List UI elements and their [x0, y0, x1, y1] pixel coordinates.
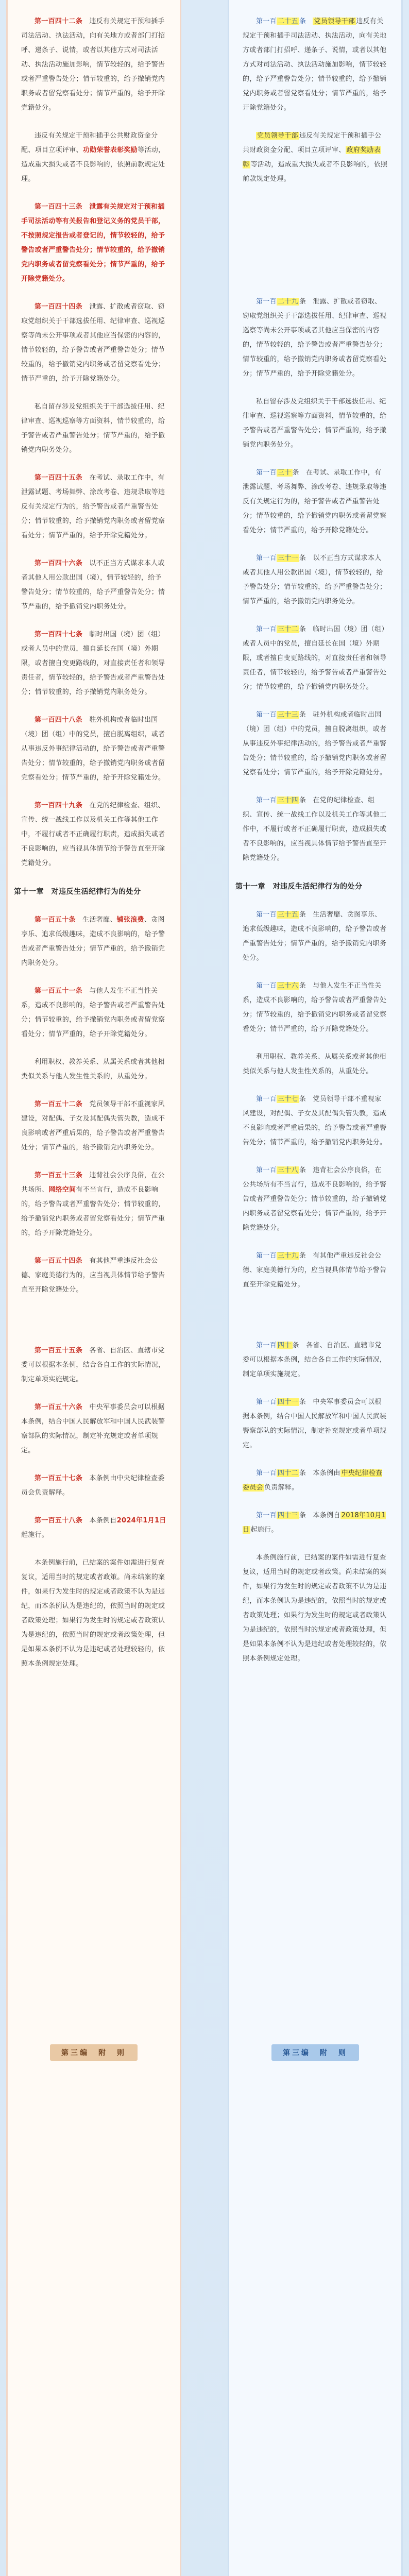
article-156: 第一百五十六条 中央军事委员会可以根据本条例，结合中国人民解放军和中国人民武装警察部队的实际情况，制定补充规定或者单项规定。	[21, 1403, 165, 1454]
article-140: 第一百 四十 条 各省、自治区、直辖市党委可以根据本条例，结合各自工作的实际情况，制定单项实施规定。	[243, 1342, 387, 1378]
right-column	[228, 0, 403, 2576]
article-144: 第一百四十四条 泄露、扩散或者窃取、窃取党组织关于干部选拔任用、纪律审查、巡视巡察等尚未公开事项或者其他应当保密的内容的，情节较轻的，给予警告或者严重警告处分；情节较重的，给予撤销党内职务或者留党察看处分；情节严重的，给予开除党籍处分。	[21, 303, 165, 383]
article-142-paragraph-2: 违反有关规定干预和插手公共财政资金分配、项目立项评审、功勋荣誉表彰奖励等活动，造成重大损失或者不良影响的，依照前款规定处理。	[21, 132, 165, 183]
article-158-paragraph-2: 本条例施行前，已结案的案件如需进行复查复议，适用当时的规定或者政策。尚未结案的案件，如果行为发生时的规定或者政策不认为是违纪，而本条例认为是违纪的，依照当时的规定或者政策处理；如果行为发生时的规定或者政策认为是违纪的，依照当时的规定或者政策处理，但是如果本条例不认为是违纪或者处理较轻的，依照本条例规定处理。	[21, 1559, 165, 1668]
article-number: 第一百四十二条	[35, 18, 83, 25]
article-137: 第一百 三十七 条 党员领导干部不重视家风建设，对配偶、子女及其配偶失管失教，造成不良影响或者严重后果的，给予警告或者严重警告处分；情节严重的，给予撤销党内职务处分。	[243, 1095, 387, 1146]
chapter-title: 第十一章 对违反生活纪律行为的处分	[235, 883, 363, 891]
highlight-text: 功勋荣誉表彰奖励	[82, 146, 138, 154]
article-136-paragraph-2: 利用职权、教养关系、从属关系或者其他相类似关系与他人发生性关系的，从重处分。	[243, 1053, 386, 1075]
article-144-paragraph-2: 私自留存涉及党组织关于干部选拔任用、纪律审查、巡视巡察等方面资料，情节较重的，给予警告或者严重警告处分；情节严重的，给予撤销党内职务处分。	[21, 403, 165, 454]
article-141: 第一百 四十一 条 中央军事委员会可以根据本条例，结合中国人民解放军和中国人民武装警察部队的实际情况，制定补充规定或者单项规定。	[243, 1398, 387, 1449]
article-150: 第一百五十条 生活奢靡、铺张浪费、贪图享乐、追求低级趣味，造成不良影响的，给予警告或者严重警告处分；情节严重的，给予撤销党内职务处分。	[21, 916, 165, 967]
article-143-old: 第一百 四十三 条 本条例自 2018年10月1日 起施行。	[243, 1512, 386, 1534]
article-146: 第一百四十六条 以不正当方式谋求本人或者其他人用公款出国（境），情节较轻的，给予警告处分；情节较重的，给予严重警告处分；情节严重的，给予撤销党内职务处分。	[21, 560, 165, 611]
article-125: 第一百 二十五 条 党员领导干部 违反有关规定干预和插手司法活动、执法活动，向有关地方或者部门打招呼、递条子、说情，或者以其他方式对司法活动、执法活动施加影响，情节较轻的，给予严重警告处分；情节较重的，给予撤销党内职务或者留党察看处分；情节严重的，给予开除党籍处分。	[243, 18, 387, 112]
article-154: 第一百五十四条 有其他严重违反社会公德、家庭美德行为的，应当视具体情节给予警告直至开除党籍处分。	[21, 1257, 165, 1294]
article-147: 第一百四十七条 临时出国（境）团（组）或者人员中的党员，擅自延长在国（境）外期限，或者擅自变更路线的，对直接责任者和领导责任者，情节较轻的，给予警告或者严重警告处分；情节较重的，给予撤销党内职务处分。	[21, 631, 165, 696]
article-136: 第一百 三十六 条 与他人发生不正当性关系，造成不良影响的，给予警告或者严重警告处分；情节较重的，给予撤销党内职务或者留党察看处分；情节严重的，给予开除党籍处分。	[243, 982, 387, 1033]
article-138: 第一百 三十八 条 违背社会公序良俗，在公共场所有不当言行，造成不良影响的，给予警告或者严重警告处分；情节较重的，给予撤销党内职务或者留党察看处分；情节严重的，给予开除党籍处分。	[243, 1166, 387, 1232]
article-129: 第一百 二十九 条 泄露、扩散或者窃取、窃取党组织关于干部选拔任用、纪律审查、巡视巡察等尚未公开事项或者其他应当保密的内容的，情节较轻的，给予警告或者严重警告处分；情节较重的，给予撤销党内职务或者留党察看处分；情节严重的，给予开除党籍处分。	[243, 298, 387, 378]
left-column	[6, 0, 181, 2576]
article-134: 第一百 三十四 条 在党的纪律检查、组织、宣传、统一战线工作以及机关工作等其他工作中，不履行或者不正确履行职责，造成损失或者不良影响的，应当视具体情节给予警告直至开除党籍处分。	[243, 796, 387, 862]
article-131: 第一百 三十一 条 以不正当方式谋求本人或者其他人用公款出国（境），情节较轻的，给予警告处分；情节较重的，给予严重警告处分；情节严重的，给予撤销党内职务处分。	[243, 554, 387, 605]
fuze-spacer	[21, 1311, 166, 1344]
article-158: 第一百五十八条 本条例自2024年1月1日起施行。	[21, 1517, 166, 1539]
article-143-paragraph-2: 本条例施行前，已结案的案件如需进行复查复议，适用当时的规定或者政策。尚未结案的案件，如果行为发生时的规定或者政策不认为是违纪，而本条例认为是违纪的，依照当时的规定或者政策处理；如果行为发生时的规定或者政策认为是违纪的，依照当时的规定或者政策处理，但是如果本条例不认为是违纪或者处理较轻的，依照本条例规定处理。	[243, 1554, 387, 1663]
article-145: 第一百四十五条 在考试、录取工作中，有泄露试题、考场舞弊、涂改考卷、违规录取等违反有关规定行为的，给予警告或者严重警告处分；情节较重的，给予撤销党内职务或者留党察看处分；情节严重的，给予开除党籍处分。	[21, 474, 165, 539]
article-151-paragraph-2: 利用职权、教养关系、从属关系或者其他相类似关系与他人发生性关系的，从重处分。	[21, 1058, 165, 1080]
article-151: 第一百五十一条 与他人发生不正当性关系，造成不良影响的，给予警告或者严重警告处分；情节较重的，给予撤销党内职务或者留党察看处分；情节严重的，给予开除党籍处分。	[21, 987, 165, 1038]
article-152: 第一百五十二条 党员领导干部不重视家风建设，对配偶、子女及其配偶失管失教，造成不良影响或者严重后果的，给予警告或者严重警告处分；情节严重的，给予撤销党内职务处分。	[21, 1100, 165, 1151]
article-143: 第一百四十三条 泄露有关规定对于预和插手司法活动等有关报告和登记义务的党员干部，不按照规定报告或者登记的，情节较轻的，给予警告或者严重警告处分；情节较重的，给予撤销党内职务或者留党察看处分；情节严重的，给予开除党籍处分。	[21, 203, 165, 283]
article-135: 第一百 三十五 条 生活奢靡、贪图享乐、追求低级趣味，造成不良影响的，给予警告或者严重警告处分；情节严重的，给予撤销党内职务处分。	[243, 911, 387, 962]
article-129-paragraph-2: 私自留存涉及党组织关于干部选拔任用、纪律审查、巡视巡察等方面资料，情节较重的，给予警告或者严重警告处分；情节严重的，给予撤销党内职务处分。	[243, 398, 387, 449]
article-139: 第一百 三十九 条 有其他严重违反社会公德、家庭美德行为的，应当视具体情节给予警告直至开除党籍处分。	[243, 1252, 387, 1289]
article-142-old: 第一百 四十二 条 本条例由 中央纪律检查委员会 负责解释。	[243, 1469, 383, 1492]
article-132: 第一百 三十二 条 临时出国（境）团（组）或者人员中的党员，擅自延长在国（境）外期限，或者擅自变更路线的，对直接责任者和领导责任者，情节较轻的，给予警告或者严重警告处分；情节较重的，给予撤销党内职务处分。	[243, 625, 387, 691]
article-155: 第一百五十五条 各省、自治区、直辖市党委可以根据本条例，结合各自工作的实际情况，制定单项实施规定。	[21, 1347, 165, 1383]
article-142: 第一百四十二条 违反有关规定干预和插手司法活动、执法活动，向有关地方或者部门打招呼、递条子、说情，或者以其他方式对司法活动、执法活动施加影响，情节较轻的，给予警告或者严重警告处分；情节较重的，给予撤销党内职务或者留党察看处分；情节严重的，给予开除党籍处分。	[21, 18, 165, 112]
article-157: 第一百五十七条 本条例由中央纪律检查委员会负责解释。	[21, 1475, 165, 1497]
article-153: 第一百五十三条 违背社会公序良俗，在公共场所、网络空间有不当言行，造成不良影响的，给予警告或者严重警告处分；情节较重的，给予撤销党内职务或者留党察看处分；情节严重的，给予开除党籍处分。	[21, 1172, 165, 1237]
chapter-title: 第十一章 对违反生活纪律行为的处分	[14, 888, 141, 896]
right-fuze-heading: 第三编 附 则	[228, 2044, 403, 2061]
article-130: 第一百 三十 条 在考试、录取工作中，有泄露试题、考场舞弊、涂改考卷、违规录取等违反有关规定行为的，给予警告或者严重警告处分；情节较重的，给予撤销党内职务或者留党察看处分；情节严重的，给予开除党籍处分。	[243, 469, 387, 534]
left-fuze-heading: 第三编 附 则	[6, 2044, 181, 2061]
article-149: 第一百四十九条 在党的纪律检查、组织、宣传、统一战线工作以及机关工作等其他工作中，不履行或者不正确履行职责，造成损失或者不良影响的，应当视具体情节给予警告直至开除党籍处分。	[21, 802, 165, 867]
article-148: 第一百四十八条 驻外机构或者临时出国（境）团（组）中的党员，擅自脱离组织，或者从事违反外事纪律活动的，给予警告或者严重警告处分；情节较重的，给予撤销党内职务或者留党察看处分；情节严重的，给予开除党籍处分。	[21, 716, 165, 782]
fuze-spacer	[243, 1306, 388, 1338]
article-125-paragraph-2: 党员领导干部 违反有关规定干预和插手公共财政资金分配、项目立项评审、 政府奖励表彰 等活动，造成重大损失或者不良影响的，依照前款规定处理。	[243, 132, 388, 183]
article-133: 第一百 三十三 条 驻外机构或者临时出国（境）团（组）中的党员，擅自脱离组织，或者从事违反外事纪律活动的，给予警告或者严重警告处分；情节较重的，给予撤销党内职务或者留党察看处分；情节严重的，给予开除党籍处分。	[243, 711, 387, 776]
blank-spacer	[243, 200, 388, 295]
